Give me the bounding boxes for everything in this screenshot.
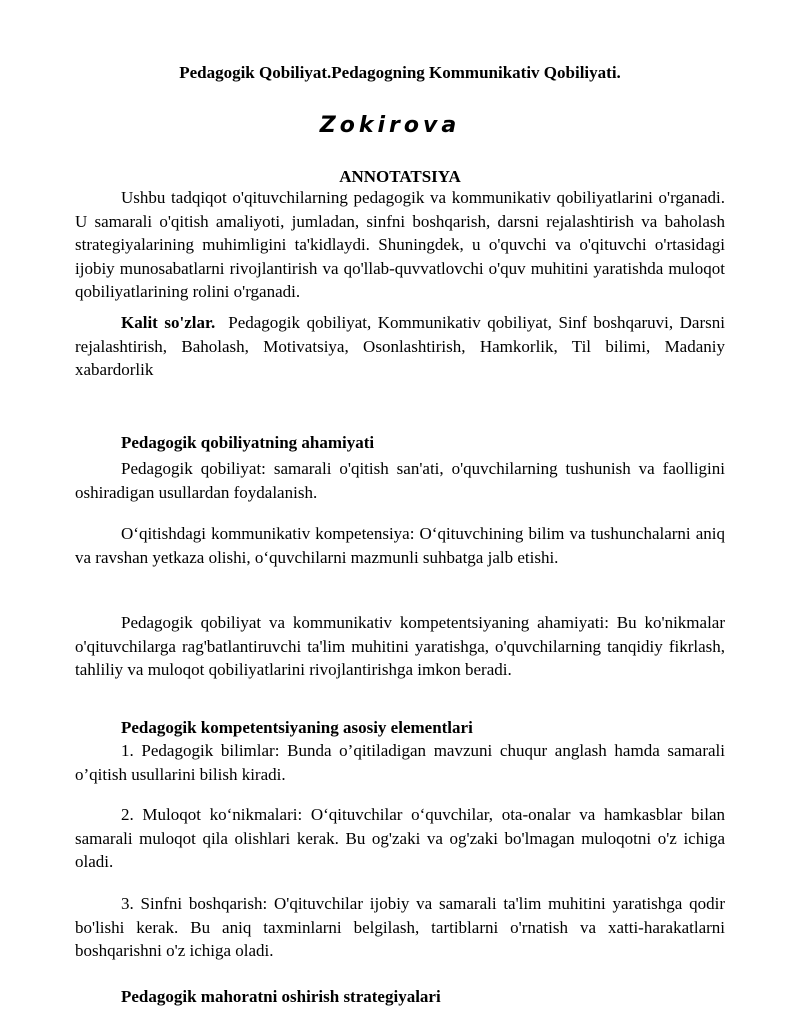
section-heading-strategies: Pedagogik mahoratni oshirish strategiyalari [121, 987, 441, 1006]
paragraph-pedagogical-knowledge: 1. Pedagogik bilimlar: Bunda o’qitiladigan mavzuni chuqur anglash hamda samarali o’qitish usullarini bilish kiradi. [75, 741, 725, 784]
paragraph-pedagogical-ability: Pedagogik qobiliyat: samarali o'qitish san'ati, o'quvchilarning tushunish va faolligini oshiradigan usullardan foydalanish. [75, 459, 725, 502]
section-heading-importance: Pedagogik qobiliyatning ahamiyati [121, 433, 375, 452]
keywords-label: Kalit so'zlar. [121, 313, 216, 332]
section-heading-elements: Pedagogik kompetentsiyaning asosiy elementlari [121, 718, 473, 737]
document-title: Pedagogik Qobiliyat.Pedagogning Kommunikativ Qobiliyati. [179, 63, 621, 82]
annotation-heading: ANNOTATSIYA [339, 167, 461, 186]
paragraph-class-management: 3. Sinfni boshqarish: O'qituvchilar ijobiy va samarali ta'lim muhitini yaratishga qodir bo'lishi kerak. Bu aniq taxminlarni belgilash, tartiblarni o'rnatish va xatti-harakatlarni boshqarishni o'z ichiga oladi. [75, 894, 725, 960]
annotation-text: Ushbu tadqiqot o'qituvchilarning pedagogik va kommunikativ qobiliyatlarini o'rganadi. U samarali o'qitish amaliyoti, jumladan, sinfni boshqarish, darsni rejalashtirish va baholash strategiyalarining muhimligini ta'kidlaydi. Shuningdek, u o'quvchi va o'qituvchi o'rtasidagi ijobiy munosabatlarni rivojlantirish va qo'llab-quvvatlovchi o'quv muhitini yaratishda muloqot qobiliyatlarining rolini o'rganadi. [75, 188, 725, 301]
author-name: Zokirova [319, 113, 461, 138]
paragraph-importance: Pedagogik qobiliyat va kommunikativ kompetentsiyaning ahamiyati: Bu ko'nikmalar o'qituvchilarga rag'batlantiruvchi ta'lim muhitini yaratishga, o'quvchilarning tanqidiy fikrlash, tahliliy va muloqot qobiliyatlarini rivojlantirishga imkon beradi. [75, 613, 725, 679]
keywords-text: Pedagogik qobiliyat, Kommunikativ qobiliyat, Sinf boshqaruvi, Darsni rejalashtirish, Baholash, Motivatsiya, Osonlashtirish, Hamkorlik, Til bilimi, Madaniy xabardorlik [75, 313, 725, 379]
paragraph-communication-skills: 2. Muloqot ko‘nikmalari: O‘qituvchilar o‘quvchilar, ota-onalar va hamkasblar bilan samarali muloqot qila olishlari kerak. Bu og'zaki va og'zaki bo'lmagan muloqotni o'z ichiga oladi. [75, 805, 725, 871]
keywords-paragraph [75, 311, 725, 382]
paragraph-communicative-competence: O‘qitishdagi kommunikativ kompetensiya: O‘qituvchining bilim va tushunchalarni aniq va ravshan yetkaza olishi, o‘quvchilarni mazmunli suhbatga jalb etishi. [75, 524, 725, 567]
